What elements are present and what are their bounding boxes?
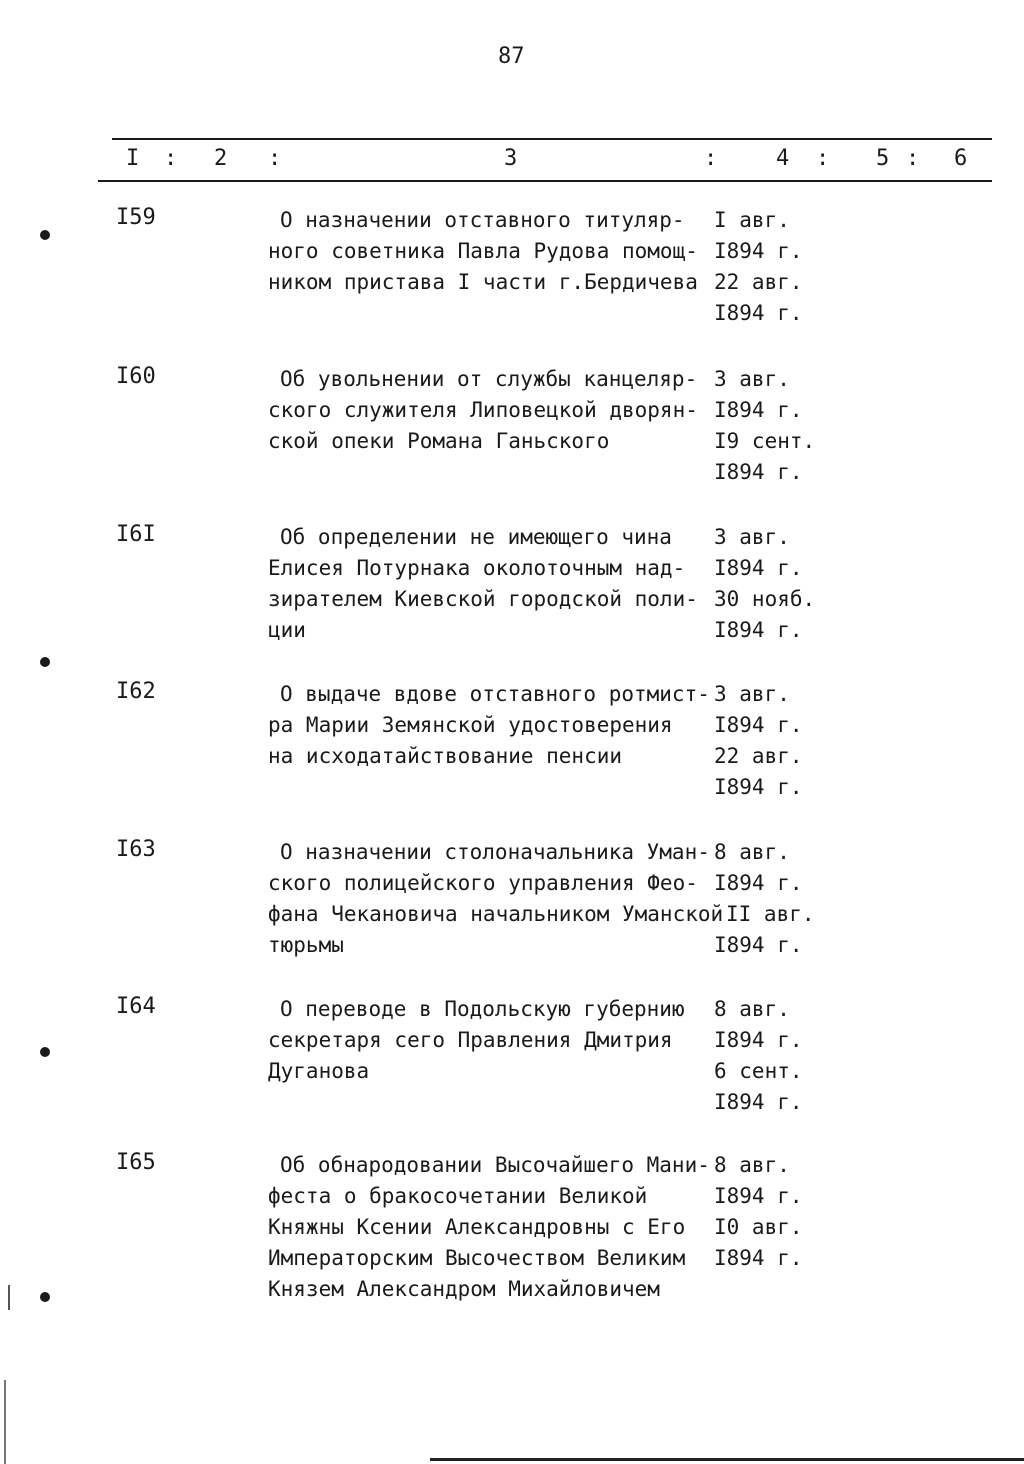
description-line: ра Марии Земянской удостоверения [268,713,673,737]
entry-dates [714,522,844,646]
description-line: зирателем Киевской городской поли- [268,587,698,611]
header-bottom-rule [98,180,992,182]
header-top-rule [112,138,992,140]
entry [0,205,1024,355]
date-line: I894 г. [714,1246,803,1270]
date-line: 6 сент. [714,1059,803,1083]
date-line: I894 г. [714,618,803,642]
date-line: I0 авг. [714,1215,803,1239]
entry [0,994,1024,1144]
entry-number: I64 [116,994,156,1019]
description-line: О назначении отставного титуляр- [280,208,685,232]
entry-number: I62 [116,679,156,704]
entry-number: I63 [116,837,156,862]
description-line: Дуганова [268,1059,370,1083]
binder-hole-mark [40,657,50,667]
entry-dates [714,364,844,488]
header-col-6: 6 [954,146,968,171]
description-line: ником пристава I части г.Бердичева [268,270,698,294]
entry-description [268,679,718,772]
header-sep: : [268,146,282,171]
description-line: тюрьмы [268,933,344,957]
header-col-3: 3 [504,146,518,171]
date-line: I894 г. [714,239,803,263]
description-line: О выдаче вдове отставного ротмист- [280,682,710,706]
date-line: 3 авг. [714,682,790,706]
entry-description [268,205,718,298]
binder-hole-mark [40,230,50,240]
entry-dates [714,837,844,961]
description-line: Елисея Потурнака околоточным над- [268,556,686,580]
description-line: Князем Александром Михайловичем [268,1277,660,1301]
description-line: О переводе в Подольскую губернию [280,997,685,1021]
description-line: Об обнародовании Высочайшего Мани- [280,1153,710,1177]
entry [0,679,1024,829]
date-line: I894 г. [714,1028,803,1052]
header-sep: : [164,146,178,171]
entry-number: I65 [116,1150,156,1175]
entry-dates [714,1150,844,1274]
entry-number: I60 [116,364,156,389]
date-line: II авг. [726,902,815,926]
description-line: ского полицейского управления Фео- [268,871,698,895]
entry-dates [714,994,844,1118]
entry-description [268,1150,718,1305]
description-line: ции [268,618,306,642]
date-line: I894 г. [714,301,803,325]
header-col-2: 2 [214,146,228,171]
header-sep: : [704,146,718,171]
entry-number: I6I [116,522,156,547]
description-line: на исходатайствование пенсии [268,744,623,768]
description-line: фана Чекановича начальником Уманской [268,902,724,926]
description-line: Об увольнении от службы канцеляр- [280,367,698,391]
date-line: I авг. [714,208,790,232]
entry [0,1150,1024,1300]
description-line: Княжны Ксении Александровны с Его [268,1215,686,1239]
header-col-5: 5 [876,146,890,171]
description-line: секретаря сего Правления Дмитрия [268,1028,673,1052]
date-line: I894 г. [714,460,803,484]
entry-description [268,522,718,646]
entry-description [268,994,718,1087]
date-line: 30 нояб. [714,587,816,611]
date-line: 3 авг. [714,367,790,391]
header-sep: : [906,146,920,171]
date-line: 8 авг. [714,840,790,864]
entry [0,837,1024,987]
date-line: I894 г. [714,713,803,737]
header-col-4: 4 [776,146,790,171]
description-line: Об определении не имеющего чина [280,525,672,549]
date-line: I9 сент. [714,429,816,453]
entry-number: I59 [116,205,156,230]
description-line: ского служителя Липовецкой дворян- [268,398,698,422]
date-line: I894 г. [714,775,803,799]
date-line: 22 авг. [714,270,803,294]
date-line: I894 г. [714,556,803,580]
scan-bottom-edge [430,1458,1024,1461]
entry-description [268,364,718,457]
description-line: феста о бракосочетании Великой [268,1184,648,1208]
date-line: I894 г. [714,871,803,895]
scan-edge-mark [8,1285,10,1310]
page-number: 87 [498,44,525,69]
date-line: I894 г. [714,933,803,957]
entry [0,522,1024,672]
description-line: ного советника Павла Рудова помощ- [268,239,698,263]
date-line: 8 авг. [714,1153,790,1177]
entry-description [268,837,724,961]
scan-edge-mark [4,1380,6,1464]
date-line: I894 г. [714,398,803,422]
entry-dates [714,205,844,329]
description-line: О назначении столоначальника Уман- [280,840,710,864]
header-sep: : [816,146,830,171]
header-col-1: I [126,146,140,171]
date-line: 22 авг. [714,744,803,768]
date-line: I894 г. [714,1090,803,1114]
description-line: Императорским Высочеством Великим [268,1246,686,1270]
date-line: 8 авг. [714,997,790,1021]
date-line: 3 авг. [714,525,790,549]
date-line: I894 г. [714,1184,803,1208]
entry [0,364,1024,514]
entry-dates [714,679,844,803]
description-line: ской опеки Романа Ганьского [268,429,610,453]
binder-hole-mark [40,1047,50,1057]
binder-hole-mark [40,1292,50,1302]
